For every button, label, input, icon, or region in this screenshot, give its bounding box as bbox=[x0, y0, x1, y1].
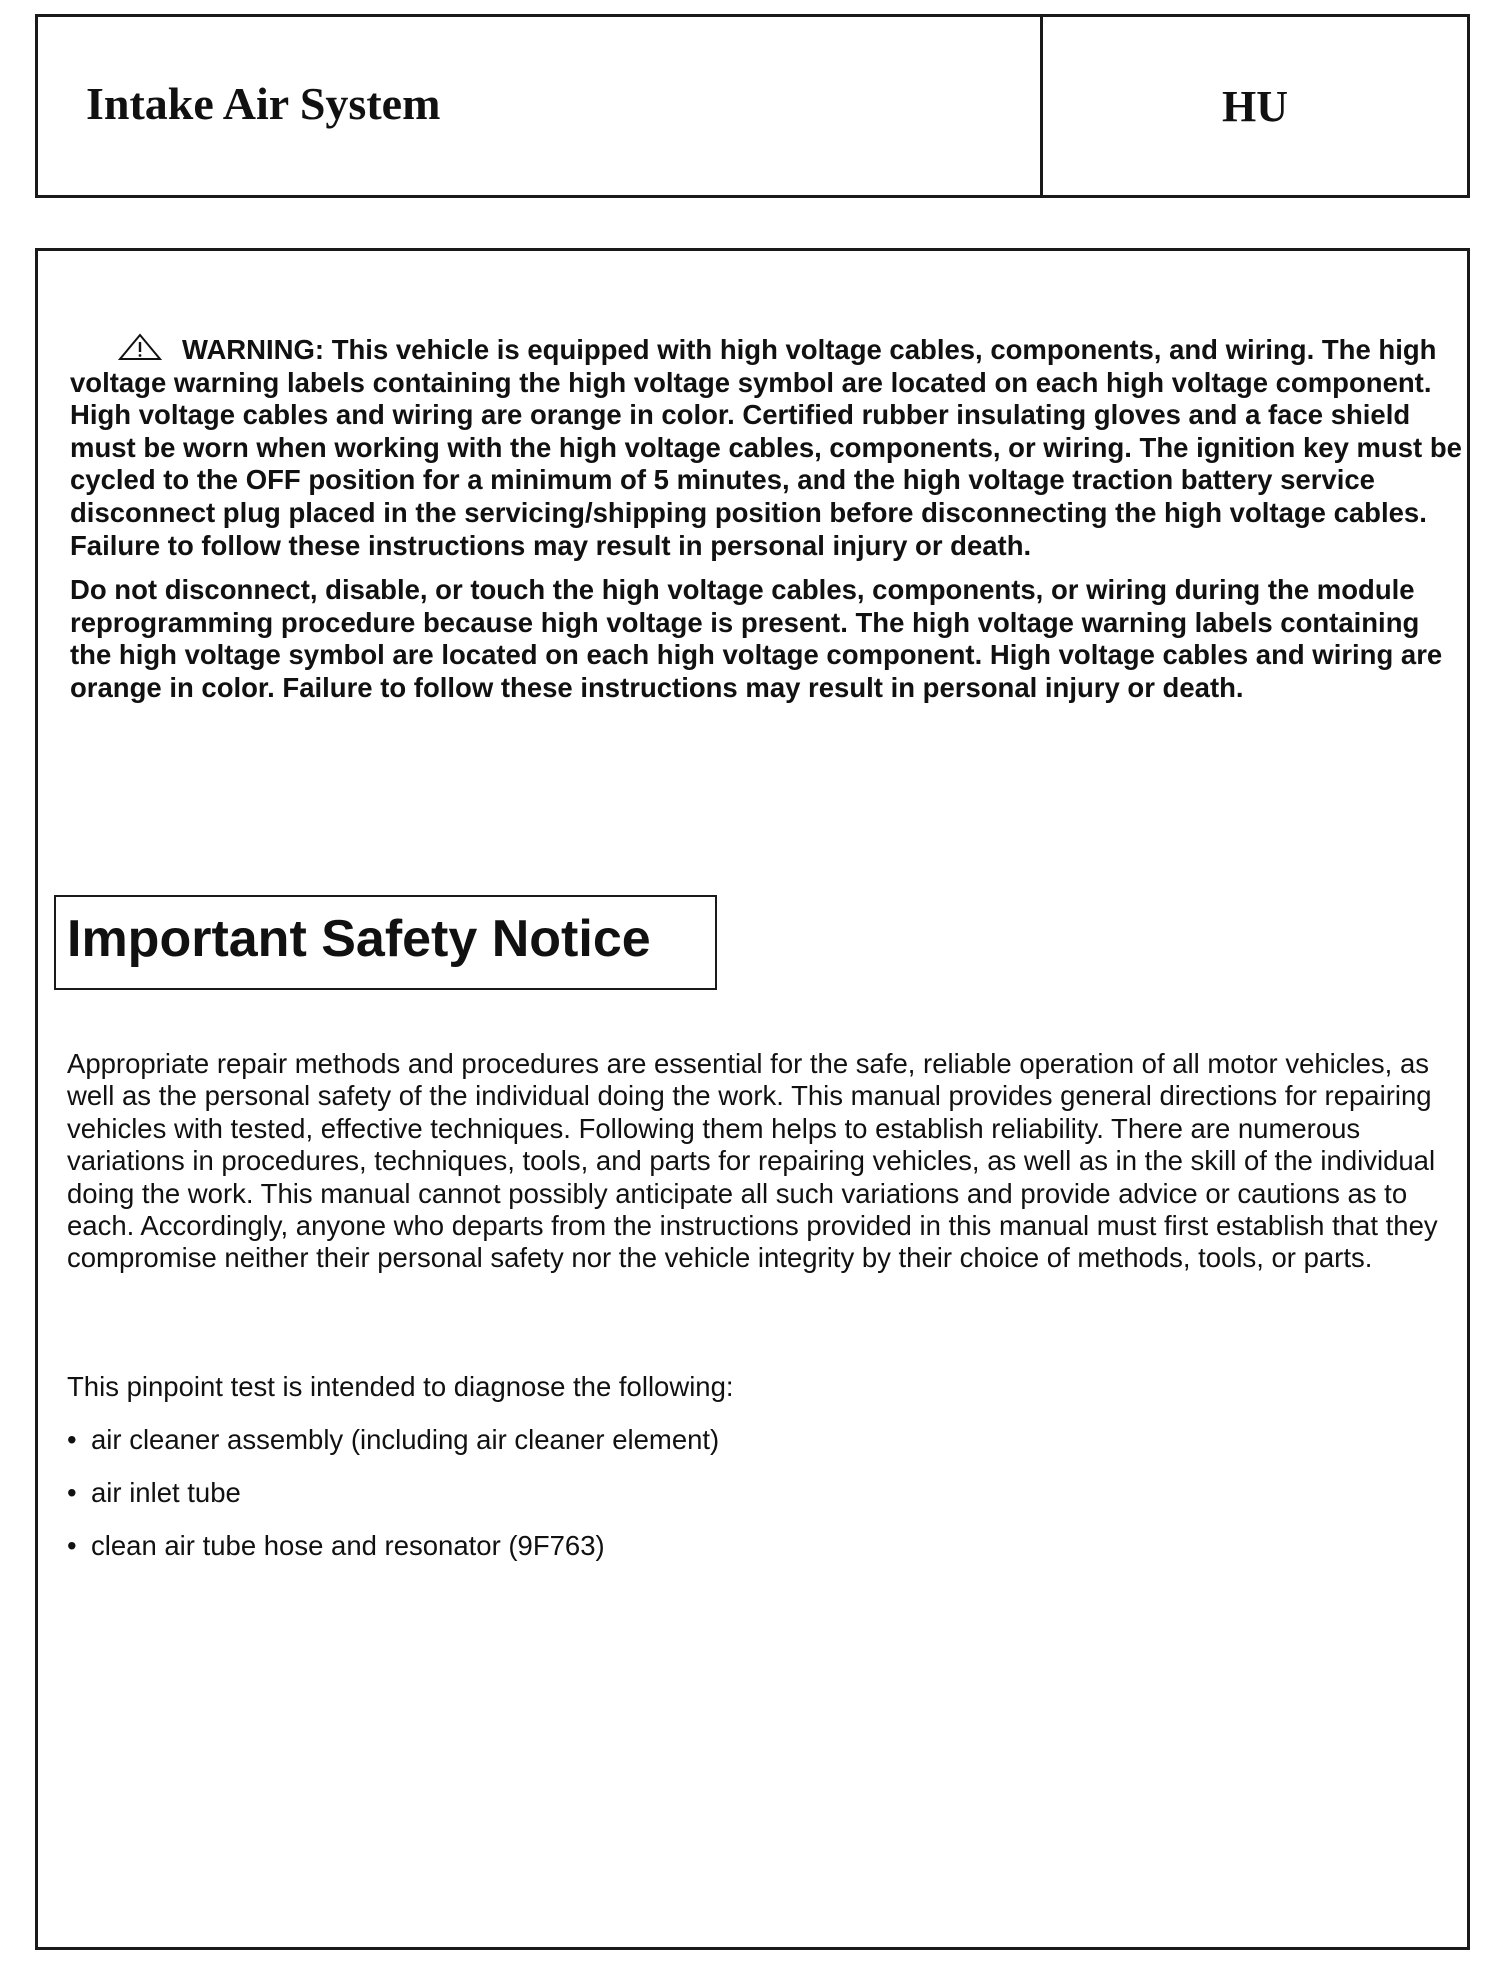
notice-body bbox=[67, 1048, 1462, 1275]
section-code: HU bbox=[1222, 82, 1288, 131]
warning-text: WARNING: This vehicle is equipped with high voltage cables, components, and wiring. The high voltage warning labels containing the high voltage symbol are located on each high voltage component. High voltage cables and wiring are orange in color. Certified rubber insulating gloves and a face shield must be worn when working with the high voltage cables, components, or wiring. The ignition key must be cycled to the OFF position for a minimum of 5 minutes, and the high voltage traction battery service disconnect plug placed in the servicing/shipping position before disconnecting the high voltage cables. Failure to follow these instructions may result in personal injury or death. bbox=[70, 334, 1462, 561]
list-item bbox=[67, 1530, 719, 1583]
header-box bbox=[35, 14, 1470, 198]
warning-paragraph-1 bbox=[70, 333, 1465, 562]
notice-heading-box bbox=[54, 895, 717, 990]
list-item bbox=[67, 1477, 719, 1530]
diagnosis-intro: This pinpoint test is intended to diagnose the following: bbox=[67, 1371, 734, 1402]
list-item-text: air cleaner assembly (including air cleaner element) bbox=[91, 1424, 720, 1455]
page-title: Intake Air System bbox=[86, 78, 441, 129]
list-item bbox=[67, 1424, 719, 1477]
warning-triangle-icon bbox=[118, 333, 162, 361]
notice-heading: Important Safety Notice bbox=[67, 910, 651, 968]
bullet: • bbox=[67, 1477, 77, 1508]
list-item-text: clean air tube hose and resonator (9F763) bbox=[91, 1530, 605, 1561]
bullet: • bbox=[67, 1530, 77, 1561]
warning-block bbox=[70, 333, 1465, 717]
bullet: • bbox=[67, 1424, 77, 1455]
list-item-text: air inlet tube bbox=[91, 1477, 241, 1508]
content-box bbox=[35, 248, 1470, 1950]
notice-paragraph: Appropriate repair methods and procedures are essential for the safe, reliable operation of all motor vehicles, as well as the personal safety of the individual doing the work. This manual provides general directions for repairing vehicles with tested, effective techniques. Following them helps to establish reliability. There are numerous variations in procedures, techniques, tools, and parts for repairing vehicles, as well as in the skill of the individual doing the work. This manual cannot possibly anticipate all such variations and provide advice or cautions as to each. Accordingly, anyone who departs from the instructions provided in this manual must first establish that they compromise neither their personal safety nor the vehicle integrity by their choice of methods, tools, or parts. bbox=[67, 1048, 1438, 1274]
warning-paragraph-2: Do not disconnect, disable, or touch the high voltage cables, components, or wiring during the module reprogramming procedure because high voltage is present. The high voltage warning labels containing the high voltage symbol are located on each high voltage component. High voltage cables and wiring are orange in color. Failure to follow these instructions may result in personal injury or death. bbox=[70, 574, 1443, 703]
diagnosis-list bbox=[67, 1424, 719, 1583]
